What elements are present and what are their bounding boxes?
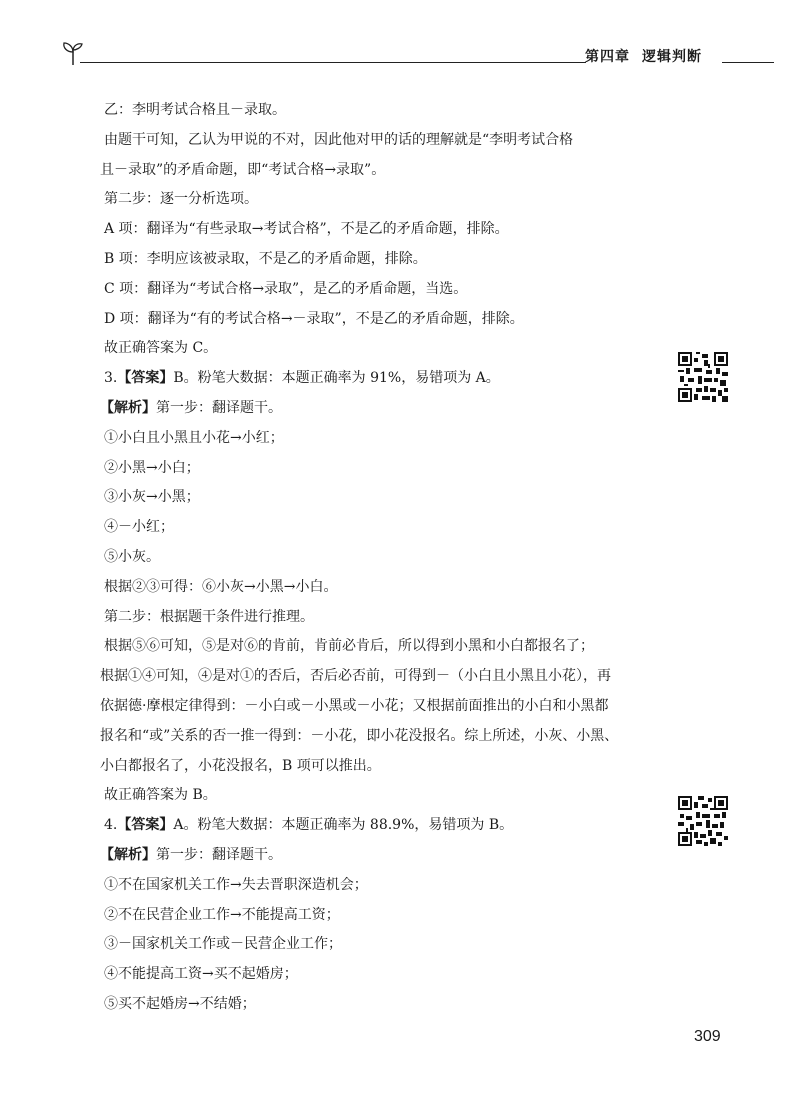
text-line: C 项：翻译为“考试合格→录取”，是乙的矛盾命题，当选。 (104, 280, 468, 297)
text-line: B 项：李明应该被录取，不是乙的矛盾命题，排除。 (104, 250, 427, 267)
answer-text: A。粉笔大数据：本题正确率为 88.9%，易错项为 B。 (173, 817, 514, 834)
answer-text: B。粉笔大数据：本题正确率为 91%，易错项为 A。 (173, 370, 500, 387)
answer-label: 【答案】 (117, 370, 174, 387)
answer-line-3 (104, 364, 660, 394)
text-line: ②小黑→小白； (104, 459, 200, 476)
text-line: 且－录取”的矛盾命题，即“考试合格→录取”。 (100, 161, 386, 178)
text-line: ⑤买不起婚房→不结婚； (104, 995, 256, 1012)
text-line: ③－国家机关工作或－民营企业工作； (104, 936, 342, 953)
analysis-label: 【解析】 (100, 399, 156, 416)
answer-line-4 (104, 811, 660, 841)
text-line: 小白都报名了，小花没报名，B 项可以推出。 (100, 757, 381, 774)
text-line: A 项：翻译为“有些录取→考试合格”，不是乙的矛盾命题，排除。 (104, 221, 509, 238)
analysis-line-4 (100, 841, 660, 871)
text-line: 依据德·摩根定律得到：－小白或－小黑或－小花；又根据前面推出的小白和小黑都 (100, 697, 609, 714)
text-line: 报名和“或”关系的否一推一得到：－小花，即小花没报名。综上所述，小灰、小黑、 (100, 727, 619, 744)
text-line: 根据⑤⑥可知，⑤是对⑥的肯前，肯前必肯后，所以得到小黑和小白都报名了； (104, 638, 594, 655)
analysis-line-3 (100, 394, 660, 424)
text-line: 第二步：逐一分析选项。 (104, 191, 258, 208)
qr-code-icon (678, 352, 728, 402)
text-line: ④－小红； (104, 519, 174, 536)
analysis-text: 第一步：翻译题干。 (156, 846, 282, 863)
text-line: 故正确答案为 C。 (104, 340, 218, 357)
text-line: 故正确答案为 B。 (104, 787, 217, 804)
analysis-label: 【解析】 (100, 846, 156, 863)
answer-label: 【答案】 (117, 817, 174, 834)
page-number: 309 (694, 1028, 721, 1045)
text-line: D 项：翻译为“有的考试合格→－录取”，不是乙的矛盾命题，排除。 (104, 310, 524, 327)
header-rule-right (722, 62, 774, 63)
chapter-title: 逻辑判断 (642, 49, 702, 65)
page-header (62, 40, 774, 68)
analysis-text: 第一步：翻译题干。 (156, 399, 282, 416)
page-body (100, 96, 660, 1020)
chapter-heading (585, 46, 702, 66)
text-line: ③小灰→小黑； (104, 489, 200, 506)
text-line: 根据①④可知，④是对①的否后，否后必否前，可得到－（小白且小黑且小花），再 (100, 668, 611, 685)
text-line: ②不在民营企业工作→不能提高工资； (104, 906, 340, 923)
text-line: ①小白且小黑且小花→小红； (104, 429, 284, 446)
chapter-number: 第四章 (585, 49, 630, 65)
text-line: ④不能提高工资→买不起婚房； (104, 966, 298, 983)
question-number: 4. (104, 817, 118, 834)
text-line: 第二步：根据题干条件进行推理。 (104, 608, 314, 625)
text-line: ⑤小灰。 (104, 548, 160, 565)
text-line: 乙：李明考试合格且－录取。 (104, 102, 286, 118)
header-rule-left (80, 62, 586, 63)
text-line: ①不在国家机关工作→失去晋职深造机会； (104, 876, 368, 893)
qr-code-icon (678, 796, 728, 846)
question-number: 3. (104, 370, 118, 387)
text-line: 根据②③可得：⑥小灰→小黑→小白。 (104, 578, 338, 595)
text-line: 由题干可知，乙认为甲说的不对，因此他对甲的话的理解就是“李明考试合格 (104, 131, 574, 148)
